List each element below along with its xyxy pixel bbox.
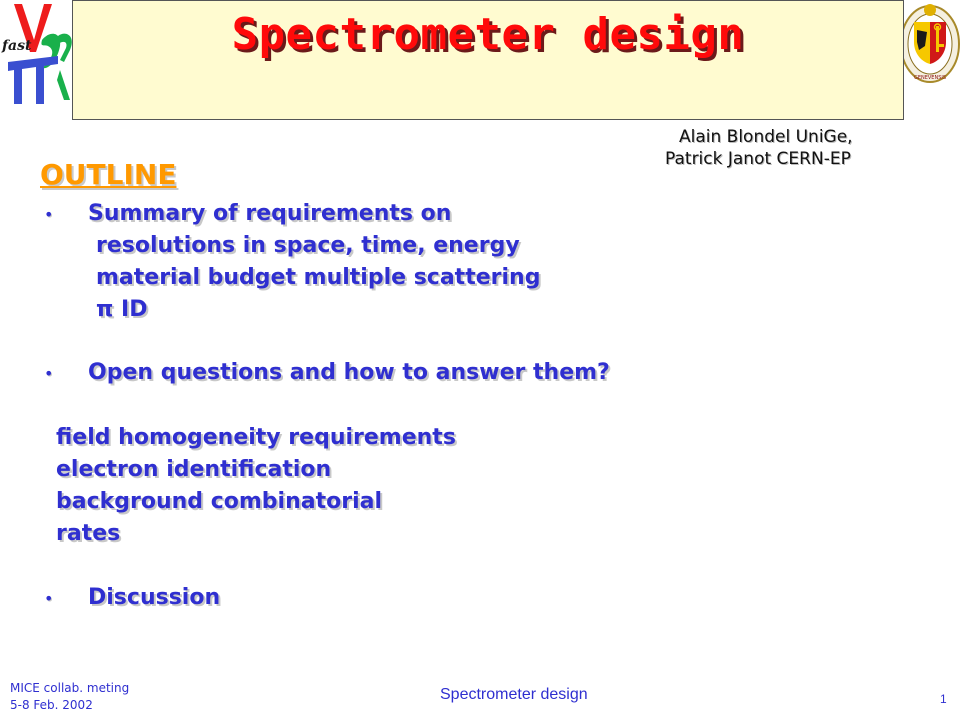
fast-nu-logo xyxy=(0,0,80,110)
outline-heading: OUTLINE xyxy=(40,158,177,191)
footer-meeting-line-1: MICE collab. meting xyxy=(10,681,130,695)
slide-title: Spectrometer design xyxy=(231,9,745,60)
bullet-2-sub-3: background combinatorial xyxy=(56,489,382,514)
author-line-1: Alain Blondel UniGe, xyxy=(679,127,853,147)
footer-title: Spectrometer design xyxy=(440,686,588,703)
bullet-3-glyph: • xyxy=(44,589,54,608)
page-number: 1 xyxy=(940,692,947,706)
seal-text: GENEVENSIS xyxy=(913,75,947,81)
bullet-2-label: Open questions and how to answer them? xyxy=(88,360,610,385)
geneva-seal xyxy=(900,2,960,84)
bullet-1-sub-1: resolutions in space, time, energy xyxy=(96,233,520,258)
bullet-2-sub-4: rates xyxy=(56,521,121,546)
footer-meeting xyxy=(10,680,129,714)
bullet-2-sub-1: field homogeneity requirements xyxy=(56,425,456,450)
authors xyxy=(665,126,935,170)
bullet-1-sub-3: π ID xyxy=(96,297,148,322)
svg-text:fast: fast xyxy=(2,38,32,54)
bullet-1-sub-2: material budget multiple scattering xyxy=(96,265,541,290)
footer-meeting-line-2: 5-8 Feb. 2002 xyxy=(10,698,93,712)
bullet-1-glyph: • xyxy=(44,205,54,224)
bullet-2-sub-2: electron identification xyxy=(56,457,332,482)
author-line-2: Patrick Janot CERN-EP xyxy=(665,149,851,169)
bullet-1-label: Summary of requirements on xyxy=(88,201,452,226)
bullet-3-label: Discussion xyxy=(88,585,221,610)
bullet-2-glyph: • xyxy=(44,364,54,383)
title-box xyxy=(72,0,904,120)
